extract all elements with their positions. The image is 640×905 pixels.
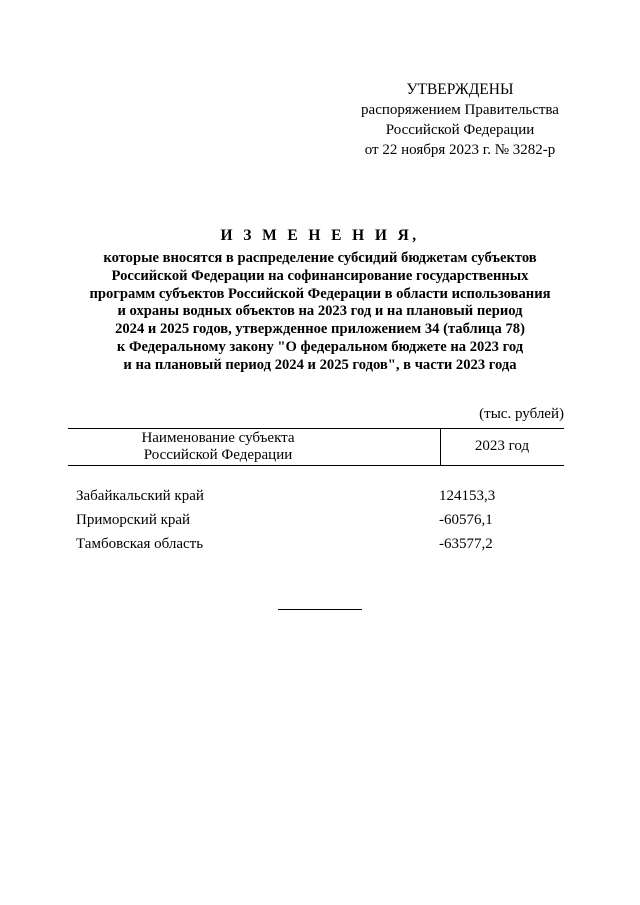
approval-line-2: Российской Федерации — [385, 122, 535, 138]
document-title: И З М Е Н Е Н И Я, — [220, 227, 420, 244]
header-subject-line-1: Наименование субъекта — [141, 430, 295, 446]
subtitle-line: к Федеральному закону "О федеральном бюджете на 2023 год — [116, 338, 524, 355]
row-value: -63577,2 — [439, 536, 493, 552]
header-subject-name — [68, 430, 368, 464]
subtitle-line: и охраны водных объектов на 2023 год и на плановый период — [117, 303, 523, 320]
table-row — [68, 532, 564, 556]
row-subject-name: Тамбовская область — [76, 536, 204, 552]
header-subject-line-2: Российской Федерации — [143, 447, 293, 463]
table-header — [68, 428, 564, 466]
subtitle-line: Российской Федерации на софинансирование государственных — [111, 267, 529, 284]
units-label: (тыс. рублей) — [479, 406, 564, 422]
row-value: -60576,1 — [439, 512, 493, 528]
subtitle-line: программ субъектов Российской Федерации в области использования — [89, 285, 551, 302]
approval-line-1: распоряжением Правительства — [361, 102, 559, 118]
subsidy-table — [68, 428, 564, 556]
approval-title: УТВЕРЖДЕНЫ — [406, 81, 514, 98]
table-row — [68, 508, 564, 532]
row-subject-name: Приморский край — [76, 512, 191, 528]
table-row — [68, 484, 564, 508]
document-subtitle — [40, 250, 600, 375]
subtitle-line: 2024 и 2025 годов, утвержденное приложением 34 (таблица 78) — [115, 321, 525, 338]
end-separator-line — [278, 609, 362, 610]
header-year: 2023 год — [474, 438, 530, 454]
subtitle-line: которые вносятся в распределение субсидий бюджетам субъектов — [103, 250, 537, 266]
row-subject-name: Забайкальский край — [76, 488, 204, 504]
approval-line-3: от 22 ноября 2023 г. № 3282-р — [364, 142, 556, 158]
row-value: 124153,3 — [439, 488, 496, 504]
table-body — [68, 484, 564, 556]
approval-block — [340, 80, 580, 160]
subtitle-line: и на плановый период 2024 и 2025 годов", в части 2023 года — [123, 356, 517, 373]
